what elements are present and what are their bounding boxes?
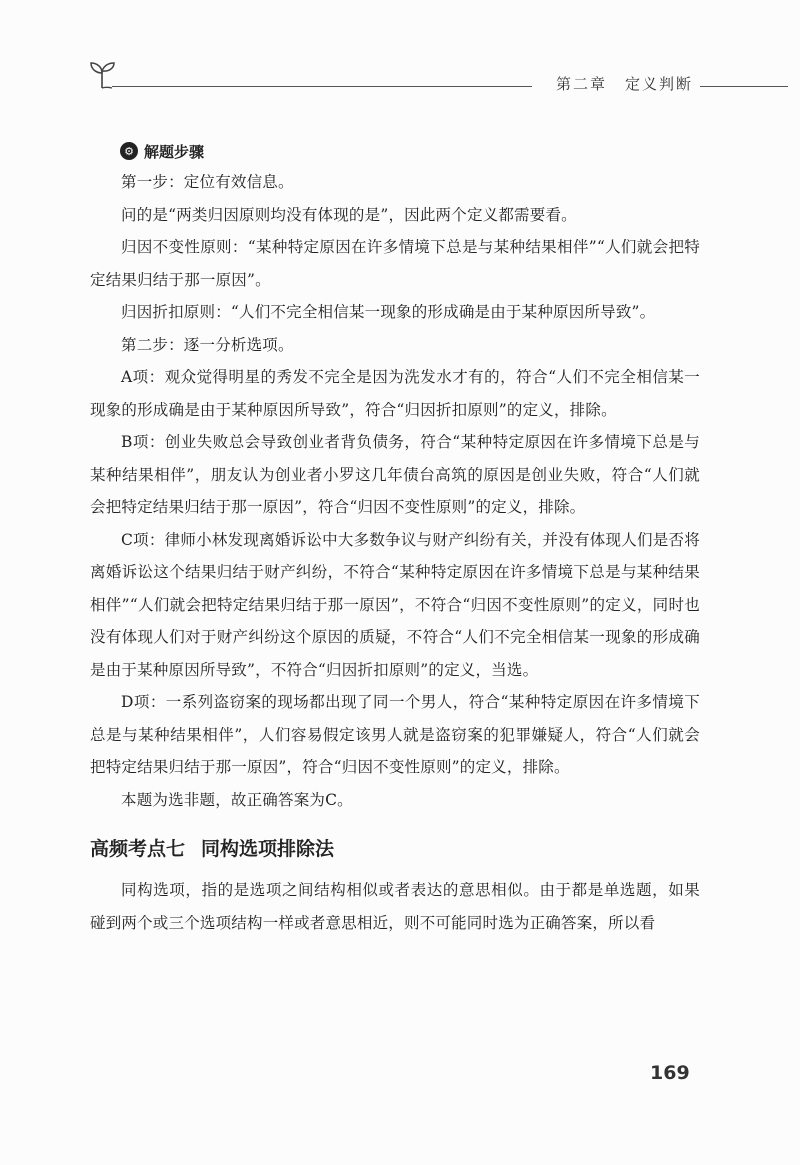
paragraph-option-b: B项：创业失败总会导致创业者背负债务，符合“某种特定原因在许多情境下总是与某种结果相伴”，朋友认为创业者小罗这几年债台高筑的原因是创业失败，符合“人们就会把特定结果归结于那一原因”，符合“归因不变性原则”的定义，排除。 [90, 433, 700, 516]
chapter-number: 第二章 [556, 75, 608, 93]
section-heading [90, 136, 700, 166]
paragraph-option-a: A项：观众觉得明星的秀发不完全是因为洗发水才有的，符合“人们不完全相信某一现象的形成确是由于某种原因所导致”，符合“归因折扣原则”的定义，排除。 [90, 368, 700, 419]
header-rule [112, 86, 532, 87]
paragraph-principle-discount: 归因折扣原则：“人们不完全相信某一现象的形成确是由于某种原因所导致”。 [121, 303, 656, 321]
header-rule [700, 86, 788, 87]
paragraph-step2: 第二步：逐一分析选项。 [121, 335, 294, 354]
paragraph-intro: 同构选项，指的是选项之间结构相似或者表达的意思相似。由于都是单选题，如果碰到两个或三个选项结构一样或者意思相近，则不可能同时选为正确答案，所以看 [90, 881, 700, 932]
topic-label: 高频考点七 [90, 838, 186, 860]
page-number: 169 [650, 1062, 690, 1084]
paragraph-answer: 本题为选非题，故正确答案为C。 [121, 790, 353, 809]
paragraph-option-d: D项：一系列盗窃案的现场都出现了同一个男人，符合“某种特定原因在许多情境下总是与某种结果相伴”，人们容易假定该男人就是盗窃案的犯罪嫌疑人，符合“人们就会把特定结果归结于那一原因”，符合“归因不变性原则”的定义，排除。 [90, 693, 700, 776]
paragraph-question: 问的是“两类归因原则均没有体现的是”，因此两个定义都需要看。 [121, 205, 577, 224]
chapter-title: 定义判断 [625, 75, 694, 93]
page-content [90, 136, 700, 939]
paragraph-principle-invariance: 归因不变性原则：“某种特定原因在许多情境下总是与某种结果相伴”“人们就会把特定结果归结于那一原因”。 [90, 238, 700, 289]
paragraph-step1: 第一步：定位有效信息。 [121, 173, 294, 191]
topic-heading [90, 834, 700, 864]
running-header [556, 73, 693, 94]
section-title: 解题步骤 [144, 142, 205, 161]
topic-title: 同构选项排除法 [201, 838, 335, 860]
gear-icon: ⚙ [120, 142, 138, 160]
paragraph-option-c: C项：律师小林发现离婚诉讼中大多数争议与财产纠纷有关，并没有体现人们是否将离婚诉讼这个结果归结于财产纠纷，不符合“某种特定原因在许多情境下总是与某种结果相伴”“人们就会把特定结果归结于那一原因”，不符合“归因不变性原则”的定义，同时也没有体现人们对于财产纠纷这个原因的质疑，不符合“人们不完全相信某一现象的形成确是由于某种原因所导致”，不符合“归因折扣原则”的定义，当选。 [90, 530, 700, 679]
